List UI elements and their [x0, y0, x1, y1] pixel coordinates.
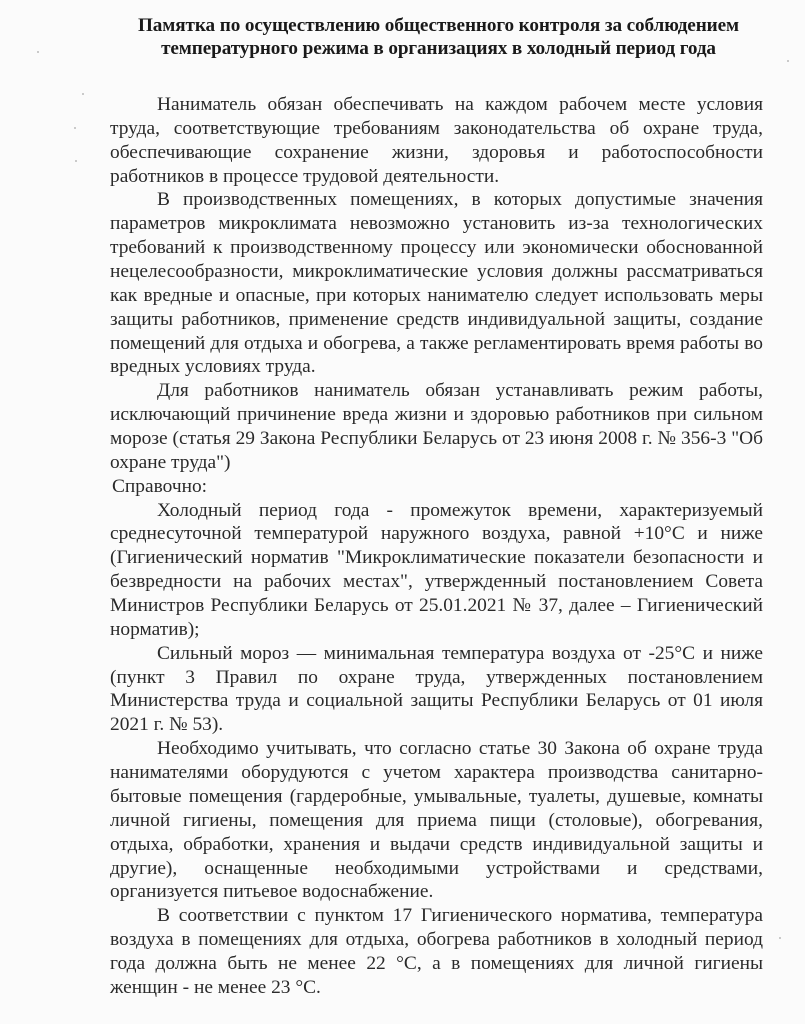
scan-speck — [37, 51, 39, 53]
document-body — [110, 93, 763, 1000]
paragraph-reference-heading: Справочно: — [112, 475, 208, 497]
scan-speck — [779, 937, 781, 939]
scan-speck — [75, 160, 77, 162]
scan-speck — [74, 127, 76, 129]
title-line-2: температурного режима в организациях в холодный период года — [161, 38, 716, 59]
document-page — [110, 14, 763, 1000]
paragraph-production-premises: В производственных помещениях, в которых допустимые значения параметров микроклимата невозможно установить из-за технологических требований к производственному процессу или экономически обоснованной нецелесообразности, микроклиматические условия должны рассматриваться как вредные и опасные, при которых нанимателю следует использовать меры защиты работников, применение средств индивидуальной защиты, создание помещений для отдыха и обогрева, а также регламентировать время работы во вредных условиях труда. — [110, 189, 763, 378]
paragraph-cold-period-definition: Холодный период года - промежуток времени, характеризуемый среднесуточной температурой наружного воздуха, равной +10°С и ниже (Гигиенический норматив "Микроклиматические показатели безопасности и безвредности на рабочих местах", утвержденный постановлением Совета Министров Республики Беларусь от 25.01.2021 № 37, далее – Гигиенический норматив); — [110, 499, 763, 640]
paragraph-severe-frost-definition: Сильный мороз — минимальная температура воздуха от -25°С и ниже (пункт 3 Правил по охране труда, утвержденных постановлением Министерства труда и социальной защиты Республики Беларусь от 01 июля 2021 г. № 53). — [110, 642, 763, 736]
scan-speck — [787, 60, 789, 62]
scan-speck — [82, 93, 84, 95]
paragraph-sanitary-facilities: Необходимо учитывать, что согласно статье 30 Закона об охране труда нанимателями оборудуются с учетом характера производства санитарно-бытовые помещения (гардеробные, умывальные, туалеты, душевые, комнаты личной гигиены, помещения для приема пищи (столовые), обогревания, отдыха, обработки, хранения и выдачи средств индивидуальной защиты и другие), оснащенные необходимыми устройствами и средствами, организуется питьевое водоснабжение. — [110, 738, 763, 903]
document-title — [110, 14, 763, 60]
paragraph-work-regime: Для работников наниматель обязан устанавливать режим работы, исключающий причинение вреда жизни и здоровью работников при сильном морозе (статья 29 Закона Республики Беларусь от 23 июня 2008 г. № 356-3 "Об охране труда") — [110, 380, 763, 473]
paragraph-employer-obligations: Наниматель обязан обеспечивать на каждом рабочем месте условия труда, соответствующие требованиям законодательства об охране труда, обеспечивающие сохранение жизни, здоровья и работоспособности работников в процессе трудовой деятельности. — [110, 94, 763, 187]
title-line-1: Памятка по осуществлению общественного контроля за соблюдением — [137, 15, 740, 36]
paragraph-temperature-requirements: В соответствии с пунктом 17 Гигиенического норматива, температура воздуха в помещениях для отдыха, обогрева работников в холодный период года должна быть не менее 22 °С, а в помещениях для личной гигиены женщин - не менее 23 °С. — [110, 905, 763, 998]
